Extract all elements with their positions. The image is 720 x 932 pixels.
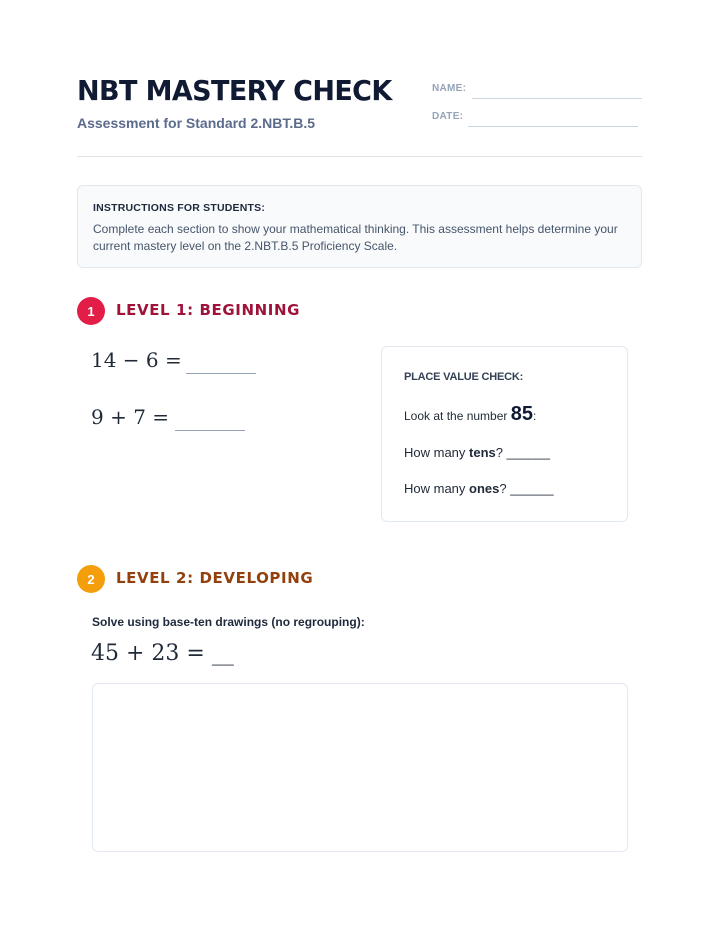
place-value-number-line <box>404 403 536 426</box>
look-text: Look at the number <box>404 409 508 423</box>
tens-blank: ? ______ <box>495 445 550 460</box>
page-subtitle: Assessment for Standard 2.NBT.B.5 <box>77 115 316 131</box>
header-divider <box>77 156 642 157</box>
instructions-body: Complete each section to show your mathematical thinking. This assessment helps determine your current mastery level on the 2.NBT.B.5 Proficiency Scale. <box>93 222 618 253</box>
instructions-box <box>77 185 642 268</box>
date-label: DATE: <box>432 111 464 122</box>
ones-prefix: How many <box>404 481 470 496</box>
level-2-title: LEVEL 2: DEVELOPING <box>116 569 314 587</box>
level-1-title: LEVEL 1: BEGINNING <box>116 301 301 319</box>
level-2-badge: 2 <box>77 565 105 593</box>
drawing-work-area[interactable] <box>92 683 628 852</box>
name-label: NAME: <box>432 83 467 94</box>
ones-question[interactable] <box>404 481 554 496</box>
place-value-heading: PLACE VALUE CHECK: <box>404 371 524 383</box>
instructions-heading: INSTRUCTIONS FOR STUDENTS: <box>93 202 266 214</box>
tens-question[interactable] <box>404 445 550 460</box>
name-field[interactable] <box>472 98 642 99</box>
tens-word: tens <box>469 445 496 460</box>
place-value-number: 85 <box>510 403 533 425</box>
problem-3: 45 + 23 = __ <box>91 641 234 666</box>
place-value-card <box>381 346 628 522</box>
tens-prefix: How many <box>404 445 470 460</box>
ones-blank: ? ______ <box>499 481 554 496</box>
number-colon: : <box>533 409 537 423</box>
level-2-prompt: Solve using base-ten drawings (no regrouping): <box>92 615 365 629</box>
ones-word: ones <box>469 481 500 496</box>
date-field[interactable] <box>468 126 638 127</box>
problem-2: 9 + 7 = <box>91 405 170 429</box>
problem-1: 14 − 6 = <box>91 348 182 372</box>
answer-blank-1[interactable] <box>186 373 256 374</box>
level-1-badge: 1 <box>77 297 105 325</box>
page-title: NBT MASTERY CHECK <box>77 75 392 108</box>
answer-blank-2[interactable] <box>175 430 245 431</box>
